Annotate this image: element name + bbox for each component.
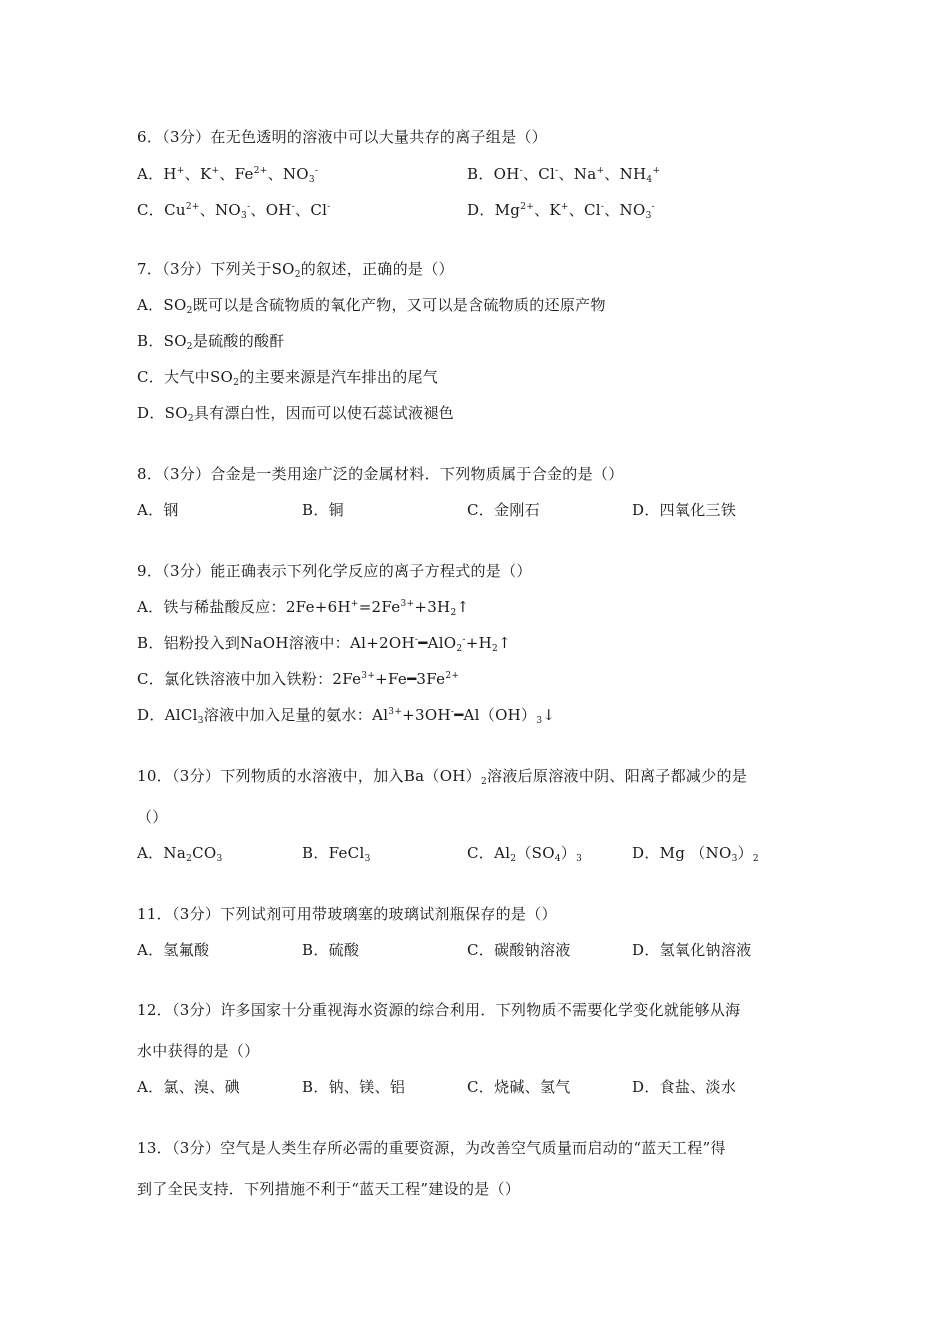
question-8-option-a: A．钢 — [137, 501, 179, 519]
question-7-stem: 7．（3分）下列关于$SO_2$的叙述，正确的是（） — [137, 260, 454, 280]
question-7-option-d: D．$SO_2$具有漂白性，因而可以使石蕊试液褪色 — [137, 404, 454, 424]
question-6-option-c: C．$Cu^{2+}$、$NO_3^-$、OH-、Cl- — [137, 201, 331, 221]
question-9-option-a: A．铁与稀盐酸反应：$2Fe+6H^+=2Fe^{3+}+3H_2↑$ — [137, 598, 470, 618]
question-12-option-d: D．食盐、淡水 — [632, 1078, 737, 1096]
question-9-option-d: D．AlCl$_3$溶液中加入足量的氨水：$Al^{3+}+3OH^-━Al(OH)_3↓$ — [137, 706, 556, 726]
question-7-option-a: A．$SO_2$既可以是含硫物质的氧化产物，又可以是含硫物质的还原产物 — [137, 296, 606, 316]
question-12-option-a: A．氯、溴、碘 — [137, 1078, 240, 1096]
question-10-option-a: A．$Na_2CO_3$ — [137, 844, 223, 864]
question-9-stem: 9．（3分）能正确表示下列化学反应的离子方程式的是（） — [137, 562, 532, 580]
question-8-option-d: D．四氧化三铁 — [632, 501, 737, 519]
question-6-option-d: D．$Mg^{2+}$、K+、Cl-、$NO_3^-$ — [467, 201, 655, 221]
question-6-option-a: A．H+、K+、$Fe^{2+}$、$NO_3^-$ — [137, 165, 319, 185]
question-12-stem-line-2: 水中获得的是（） — [137, 1042, 260, 1060]
question-8-option-c: C．金刚石 — [467, 501, 540, 519]
question-11-option-a: A．氢氟酸 — [137, 941, 210, 959]
question-12-option-c: C．烧碱、氢气 — [467, 1078, 571, 1096]
question-11-option-d: D．氢氧化钠溶液 — [632, 941, 752, 959]
question-10-option-c: C．$Al_2(SO_4)_3$ — [467, 844, 583, 864]
question-10-option-d: D．Mg $(NO_3)_2$ — [632, 844, 759, 864]
question-6-stem: 6．（3分）在无色透明的溶液中可以大量共存的离子组是（） — [137, 128, 547, 146]
question-8-option-b: B．铜 — [302, 501, 344, 519]
question-11-option-b: B．硫酸 — [302, 941, 360, 959]
question-8-stem: 8．（3分）合金是一类用途广泛的金属材料．下列物质属于合金的是（） — [137, 465, 624, 483]
question-10-option-b: B．FeCl$_3$ — [302, 844, 371, 864]
question-13-stem-line-2: 到了全民支持．下列措施不利于“蓝天工程”建设的是（） — [137, 1180, 521, 1198]
question-11-stem: 11．（3分）下列试剂可用带玻璃塞的玻璃试剂瓶保存的是（） — [137, 905, 557, 923]
question-7-option-c: C．大气中$SO_2$的主要来源是汽车排出的尾气 — [137, 368, 439, 388]
question-9-option-b: B．铝粉投入到NaOH溶液中：$Al+2OH^-━AlO_2^-+H_2↑$ — [137, 634, 511, 654]
question-9-option-c: C．氯化铁溶液中加入铁粉：$2Fe^{3+}+Fe━3Fe^{2+}$ — [137, 670, 460, 688]
question-10-stem-line-2: （） — [137, 808, 168, 826]
question-11-option-c: C．碳酸钠溶液 — [467, 941, 571, 959]
question-7-option-b: B．$SO_2$是硫酸的酸酐 — [137, 332, 285, 352]
question-6-option-b: B．OH-、Cl-、Na+、$NH_4^+$ — [467, 165, 661, 185]
question-12-option-b: B．钠、镁、铝 — [302, 1078, 406, 1096]
question-10-stem-line-1: 10．（3分）下列物质的水溶液中，加入$Ba(OH)_2$溶液后原溶液中阴、阳离子都减少的是 — [137, 767, 748, 787]
question-12-stem-line-1: 12．（3分）许多国家十分重视海水资源的综合利用．下列物质不需要化学变化就能够从海 — [137, 1001, 741, 1019]
question-13-stem-line-1: 13．（3分）空气是人类生存所必需的重要资源，为改善空气质量而启动的“蓝天工程”得 — [137, 1139, 726, 1157]
